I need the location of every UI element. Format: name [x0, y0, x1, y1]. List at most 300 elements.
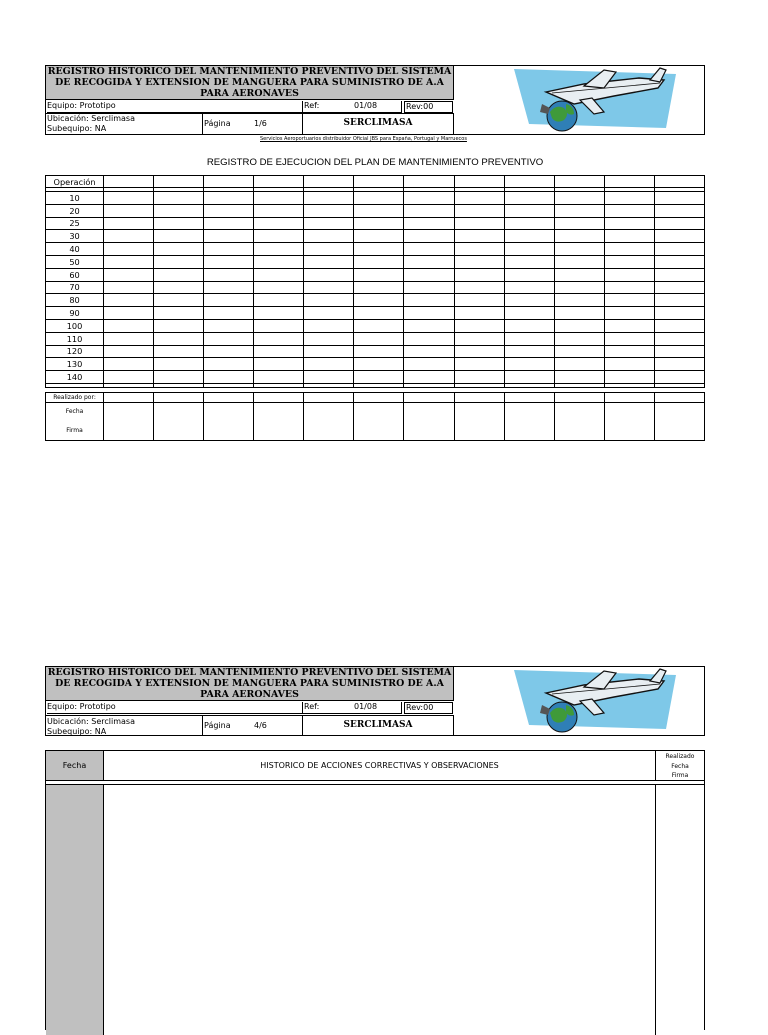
entry-cell[interactable] [554, 230, 604, 243]
entry-cell[interactable] [654, 371, 704, 384]
entry-cell[interactable] [354, 383, 404, 387]
entry-cell[interactable] [204, 319, 254, 332]
entry-cell[interactable] [404, 345, 454, 358]
ref-value-page2: 01/08 [354, 702, 402, 714]
entry-cell[interactable] [204, 217, 254, 230]
entry-cell[interactable] [354, 319, 404, 332]
entry-cell[interactable] [254, 204, 304, 217]
entry-cell[interactable] [504, 319, 554, 332]
entry-cell[interactable] [154, 383, 204, 387]
entry-cell[interactable] [404, 268, 454, 281]
realizado-table [45, 392, 705, 441]
entry-cell[interactable] [154, 294, 204, 307]
operation-row [46, 281, 705, 294]
equipo-field: Equipo: Prototipo [47, 101, 303, 113]
entry-cell[interactable] [554, 307, 604, 320]
entry-cell[interactable] [104, 217, 154, 230]
entry-cell[interactable] [454, 371, 504, 384]
entry-cell[interactable] [554, 358, 604, 371]
entry-cell[interactable] [404, 204, 454, 217]
operation-cell: 130 [46, 358, 104, 371]
entry-cell[interactable] [304, 294, 354, 307]
entry-cell[interactable] [254, 332, 304, 345]
fecha-column-body [46, 785, 104, 1035]
entry-cell[interactable] [154, 268, 204, 281]
operation-cell: 110 [46, 332, 104, 345]
entry-cell[interactable] [304, 307, 354, 320]
entry-cell[interactable] [354, 358, 404, 371]
signature-cell-top [254, 393, 303, 403]
entry-cell[interactable] [254, 383, 304, 387]
signature-cell[interactable] [254, 393, 304, 441]
ubicacion-field: Ubicación: Serclimasa [47, 114, 136, 123]
entry-cell[interactable] [504, 268, 554, 281]
entry-cell[interactable] [454, 307, 504, 320]
operation-cell: 40 [46, 243, 104, 256]
entry-cell[interactable] [504, 192, 554, 205]
entry-cell[interactable] [204, 176, 254, 188]
signature-cell-top [154, 393, 203, 403]
pagina-label-page2: Página [202, 716, 242, 735]
realizado-sub-label: Realizado por: [46, 393, 103, 403]
entry-cell[interactable] [454, 217, 504, 230]
entry-cell[interactable] [104, 255, 154, 268]
entry-cell[interactable] [254, 281, 304, 294]
entry-cell[interactable] [254, 371, 304, 384]
entry-cell[interactable] [554, 204, 604, 217]
entry-cell[interactable] [254, 319, 304, 332]
entry-cell[interactable] [654, 268, 704, 281]
entry-cell[interactable] [354, 345, 404, 358]
equipo-field-page2: Equipo: Prototipo [47, 702, 303, 714]
entry-cell[interactable] [604, 268, 654, 281]
entry-cell[interactable] [354, 255, 404, 268]
entry-cell[interactable] [654, 217, 704, 230]
entry-cell[interactable] [404, 255, 454, 268]
signature-cell[interactable] [404, 393, 454, 441]
operation-cell: 80 [46, 294, 104, 307]
operation-cell: 10 [46, 192, 104, 205]
operation-row [46, 230, 705, 243]
firma-sub-label: Firma [671, 772, 689, 779]
operation-cell: 140 [46, 371, 104, 384]
entry-cell[interactable] [554, 383, 604, 387]
signature-cell-top [455, 393, 504, 403]
entry-cell[interactable] [654, 204, 704, 217]
ref-label: Ref: [303, 101, 359, 113]
entry-cell[interactable] [354, 332, 404, 345]
entry-cell[interactable] [554, 268, 604, 281]
entry-cell[interactable] [304, 319, 354, 332]
entry-cell[interactable] [154, 345, 204, 358]
realizado-column-body[interactable] [655, 785, 704, 1035]
entry-cell[interactable] [204, 307, 254, 320]
entry-cell[interactable] [604, 358, 654, 371]
entry-cell[interactable] [504, 255, 554, 268]
entry-cell[interactable] [104, 319, 154, 332]
entry-cell[interactable] [504, 294, 554, 307]
entry-cell[interactable] [554, 281, 604, 294]
entry-cell[interactable] [454, 358, 504, 371]
entry-cell[interactable] [104, 268, 154, 281]
operation-cell: 120 [46, 345, 104, 358]
realizado-row [46, 393, 705, 441]
operation-row [46, 204, 705, 217]
entry-cell[interactable] [104, 281, 154, 294]
entry-cell[interactable] [104, 192, 154, 205]
signature-cell[interactable] [454, 393, 504, 441]
entry-cell[interactable] [454, 230, 504, 243]
fecha-column-header [46, 751, 104, 781]
entry-cell[interactable] [154, 371, 204, 384]
entry-cell[interactable] [504, 230, 554, 243]
entry-cell[interactable] [304, 217, 354, 230]
entry-cell[interactable] [154, 358, 204, 371]
signature-cell-top [354, 393, 403, 403]
signature-cell-top [555, 393, 604, 403]
entry-cell[interactable] [504, 371, 554, 384]
entry-cell[interactable] [104, 243, 154, 256]
entry-cell[interactable] [104, 332, 154, 345]
entry-cell[interactable] [554, 243, 604, 256]
entry-cell[interactable] [354, 268, 404, 281]
entry-cell[interactable] [554, 217, 604, 230]
entry-cell[interactable] [254, 192, 304, 205]
entry-cell[interactable] [654, 383, 704, 387]
entry-cell[interactable] [104, 176, 154, 188]
entry-cell[interactable] [154, 255, 204, 268]
entry-cell[interactable] [604, 217, 654, 230]
entry-cell[interactable] [454, 192, 504, 205]
entry-cell[interactable] [354, 281, 404, 294]
entry-cell[interactable] [554, 345, 604, 358]
entry-cell[interactable] [604, 281, 654, 294]
signature-cell-top [304, 393, 353, 403]
entry-cell[interactable] [504, 358, 554, 371]
ref-label-page2: Ref: [303, 702, 359, 714]
entry-cell[interactable] [104, 204, 154, 217]
entry-cell[interactable] [404, 192, 454, 205]
signature-cell[interactable] [604, 393, 654, 441]
entry-cell[interactable] [654, 255, 704, 268]
entry-cell[interactable] [204, 204, 254, 217]
entry-cell[interactable] [304, 268, 354, 281]
entry-cell[interactable] [354, 176, 404, 188]
page2-header-block [45, 666, 705, 736]
entry-cell[interactable] [654, 192, 704, 205]
entry-cell[interactable] [254, 255, 304, 268]
entry-cell[interactable] [404, 176, 454, 188]
entry-cell[interactable] [654, 281, 704, 294]
section-title: REGISTRO DE EJECUCION DEL PLAN DE MANTENIMIENTO PREVENTIVO [206, 157, 544, 168]
entry-cell[interactable] [154, 192, 204, 205]
entry-cell[interactable] [154, 243, 204, 256]
entry-cell[interactable] [254, 358, 304, 371]
signature-cell[interactable] [554, 393, 604, 441]
entry-cell[interactable] [404, 281, 454, 294]
entry-cell[interactable] [504, 307, 554, 320]
airplane-globe-logo-icon-page2 [454, 667, 704, 735]
entry-cell[interactable] [104, 294, 154, 307]
operation-cell: 60 [46, 268, 104, 281]
entry-cell[interactable] [204, 230, 254, 243]
operation-cell: 30 [46, 230, 104, 243]
entry-cell[interactable] [554, 294, 604, 307]
entry-cell[interactable] [354, 217, 404, 230]
signature-cell-top [104, 393, 153, 403]
entry-cell[interactable] [404, 332, 454, 345]
entry-cell[interactable] [604, 294, 654, 307]
signature-cell[interactable] [354, 393, 404, 441]
header-mid-line [46, 113, 454, 114]
entry-cell[interactable] [404, 243, 454, 256]
entry-cell[interactable] [254, 294, 304, 307]
entry-cell[interactable] [204, 281, 254, 294]
entry-cell[interactable] [404, 371, 454, 384]
entry-cell[interactable] [404, 319, 454, 332]
entry-cell[interactable] [654, 243, 704, 256]
operation-row [46, 192, 705, 205]
realizado-label: Realizado [665, 753, 695, 760]
entry-cell[interactable] [354, 371, 404, 384]
entry-cell[interactable] [304, 230, 354, 243]
entry-cell[interactable] [304, 192, 354, 205]
entry-cell[interactable] [304, 358, 354, 371]
entry-cell[interactable] [254, 217, 304, 230]
entry-cell[interactable] [104, 358, 154, 371]
pagina-label: Página [202, 113, 242, 134]
operation-row [46, 217, 705, 230]
entry-cell[interactable] [504, 383, 554, 387]
entry-cell[interactable] [604, 255, 654, 268]
fecha-header-label: Fecha [62, 761, 87, 770]
entry-cell[interactable] [154, 230, 204, 243]
entry-cell[interactable] [104, 345, 154, 358]
entry-cell[interactable] [204, 255, 254, 268]
entry-cell[interactable] [554, 371, 604, 384]
entry-cell[interactable] [254, 307, 304, 320]
entry-cell[interactable] [154, 332, 204, 345]
entry-cell[interactable] [404, 217, 454, 230]
company-name-page2: SERCLIMASA [302, 716, 454, 735]
entry-cell[interactable] [654, 332, 704, 345]
entry-cell[interactable] [154, 217, 204, 230]
operation-cell [46, 383, 104, 387]
entry-cell[interactable] [154, 281, 204, 294]
operation-cell: 90 [46, 307, 104, 320]
subequipo-field-page2: Subequipo: NA [47, 727, 107, 736]
operation-row [46, 358, 705, 371]
entry-cell[interactable] [554, 332, 604, 345]
entry-cell[interactable] [404, 230, 454, 243]
operation-cell: 20 [46, 204, 104, 217]
entry-cell[interactable] [454, 383, 504, 387]
entry-cell[interactable] [404, 383, 454, 387]
operation-cell: 50 [46, 255, 104, 268]
entry-cell[interactable] [354, 204, 404, 217]
entry-cell[interactable] [604, 345, 654, 358]
entry-cell[interactable] [454, 176, 504, 188]
ref-value: 01/08 [354, 101, 402, 113]
entry-cell[interactable] [604, 243, 654, 256]
entry-cell[interactable] [454, 243, 504, 256]
entry-cell[interactable] [104, 371, 154, 384]
entry-cell[interactable] [104, 383, 154, 387]
entry-cell[interactable] [254, 243, 304, 256]
operation-row [46, 307, 705, 320]
entry-cell[interactable] [104, 230, 154, 243]
realizado-label-cell [46, 393, 104, 441]
entry-cell[interactable] [604, 230, 654, 243]
entry-cell[interactable] [204, 358, 254, 371]
entry-cell[interactable] [604, 319, 654, 332]
entry-cell[interactable] [204, 332, 254, 345]
signature-cell[interactable] [104, 393, 154, 441]
entry-cell[interactable] [454, 255, 504, 268]
entry-cell[interactable] [454, 319, 504, 332]
rev-field-page2: Rev:00 [404, 702, 453, 714]
entry-cell[interactable] [604, 383, 654, 387]
entry-cell[interactable] [354, 294, 404, 307]
fecha-sub-label: Fecha [671, 762, 689, 770]
rev-field: Rev:00 [404, 101, 453, 113]
entry-cell[interactable] [154, 319, 204, 332]
entry-cell[interactable] [204, 268, 254, 281]
entry-cell[interactable] [604, 371, 654, 384]
entry-cell[interactable] [204, 345, 254, 358]
entry-cell[interactable] [504, 204, 554, 217]
operation-cell: 25 [46, 217, 104, 230]
entry-cell[interactable] [504, 281, 554, 294]
document-title: REGISTRO HISTORICO DEL MANTENIMIENTO PREVENTIVO DEL SISTEMA DE RECOGIDA Y EXTENSION DE MANGUERA PARA SUMINISTRO DE A.A PARA AERONAVES [46, 66, 454, 100]
distributor-footnote: Servicios Aeroportuarios distribuidor Oficial JBS para España, Portugal y Marruecos [260, 136, 467, 142]
company-name: SERCLIMASA [302, 113, 454, 134]
signature-cell-top [204, 393, 253, 403]
signature-cell[interactable] [504, 393, 554, 441]
entry-cell[interactable] [454, 281, 504, 294]
entry-cell[interactable] [204, 371, 254, 384]
entry-cell[interactable] [654, 358, 704, 371]
entry-cell[interactable] [554, 319, 604, 332]
signature-cell[interactable] [654, 393, 704, 441]
entry-cell[interactable] [354, 230, 404, 243]
operation-row [46, 255, 705, 268]
entry-cell[interactable] [504, 243, 554, 256]
spacer-row [46, 383, 705, 387]
entry-cell[interactable] [454, 294, 504, 307]
entry-cell[interactable] [504, 217, 554, 230]
historico-header-label: HISTORICO DE ACCIONES CORRECTIVAS Y OBSERVACIONES [260, 761, 499, 770]
entry-cell[interactable] [554, 255, 604, 268]
entry-cell[interactable] [604, 204, 654, 217]
entry-cell[interactable] [204, 243, 254, 256]
operation-row [46, 268, 705, 281]
entry-cell[interactable] [604, 307, 654, 320]
entry-cell[interactable] [454, 204, 504, 217]
entry-cell[interactable] [654, 230, 704, 243]
entry-cell[interactable] [504, 332, 554, 345]
header-mid-line-page2 [46, 715, 454, 716]
historico-header [104, 751, 655, 781]
operation-cell: 100 [46, 319, 104, 332]
entry-cell[interactable] [654, 345, 704, 358]
airplane-globe-logo-icon [454, 66, 704, 134]
entry-cell[interactable] [254, 345, 304, 358]
entry-cell[interactable] [454, 345, 504, 358]
entry-cell[interactable] [304, 255, 354, 268]
entry-cell[interactable] [304, 204, 354, 217]
entry-cell[interactable] [654, 294, 704, 307]
entry-cell[interactable] [604, 332, 654, 345]
entry-cell[interactable] [304, 281, 354, 294]
signature-cell[interactable] [154, 393, 204, 441]
entry-cell[interactable] [654, 176, 704, 188]
entry-cell[interactable] [204, 192, 254, 205]
entry-cell[interactable] [304, 345, 354, 358]
entry-cell[interactable] [304, 243, 354, 256]
signature-cell-top [505, 393, 554, 403]
entry-cell[interactable] [354, 192, 404, 205]
document-title-page2: REGISTRO HISTORICO DEL MANTENIMIENTO PREVENTIVO DEL SISTEMA DE RECOGIDA Y EXTENSION DE MANGUERA PARA SUMINISTRO DE A.A PARA AERONAVES [46, 667, 454, 701]
operation-cell: Operación [46, 176, 104, 188]
operations-table [45, 175, 705, 388]
entry-cell[interactable] [154, 176, 204, 188]
operation-row [46, 371, 705, 384]
entry-cell[interactable] [654, 307, 704, 320]
entry-cell[interactable] [454, 268, 504, 281]
entry-cell[interactable] [354, 307, 404, 320]
signature-cell-top [655, 393, 704, 403]
entry-cell[interactable] [404, 307, 454, 320]
entry-cell[interactable] [204, 294, 254, 307]
entry-cell[interactable] [504, 176, 554, 188]
entry-cell[interactable] [254, 268, 304, 281]
operation-cell: 70 [46, 281, 104, 294]
entry-cell[interactable] [404, 294, 454, 307]
entry-cell[interactable] [554, 192, 604, 205]
entry-cell[interactable] [304, 332, 354, 345]
entry-cell[interactable] [554, 176, 604, 188]
entry-cell[interactable] [454, 332, 504, 345]
operation-row [46, 332, 705, 345]
entry-cell[interactable] [254, 176, 304, 188]
signature-cell[interactable] [204, 393, 254, 441]
entry-cell[interactable] [304, 371, 354, 384]
entry-cell[interactable] [504, 345, 554, 358]
page1-header-block [45, 65, 705, 135]
entry-cell[interactable] [154, 204, 204, 217]
entry-cell[interactable] [354, 243, 404, 256]
entry-cell[interactable] [104, 307, 154, 320]
entry-cell[interactable] [404, 358, 454, 371]
entry-cell[interactable] [604, 192, 654, 205]
subequipo-field: Subequipo: NA [47, 124, 107, 133]
entry-cell[interactable] [604, 176, 654, 188]
entry-cell[interactable] [254, 230, 304, 243]
operation-row [46, 319, 705, 332]
entry-cell[interactable] [654, 319, 704, 332]
operation-row [46, 243, 705, 256]
realizado-sub-label: Firma [66, 427, 83, 434]
observaciones-body[interactable] [104, 785, 655, 1035]
entry-cell[interactable] [154, 307, 204, 320]
entry-cell[interactable] [304, 383, 354, 387]
operation-row [46, 294, 705, 307]
entry-cell[interactable] [204, 383, 254, 387]
signature-cell[interactable] [304, 393, 354, 441]
ubicacion-field-page2: Ubicación: Serclimasa [47, 717, 136, 726]
entry-cell[interactable] [304, 176, 354, 188]
